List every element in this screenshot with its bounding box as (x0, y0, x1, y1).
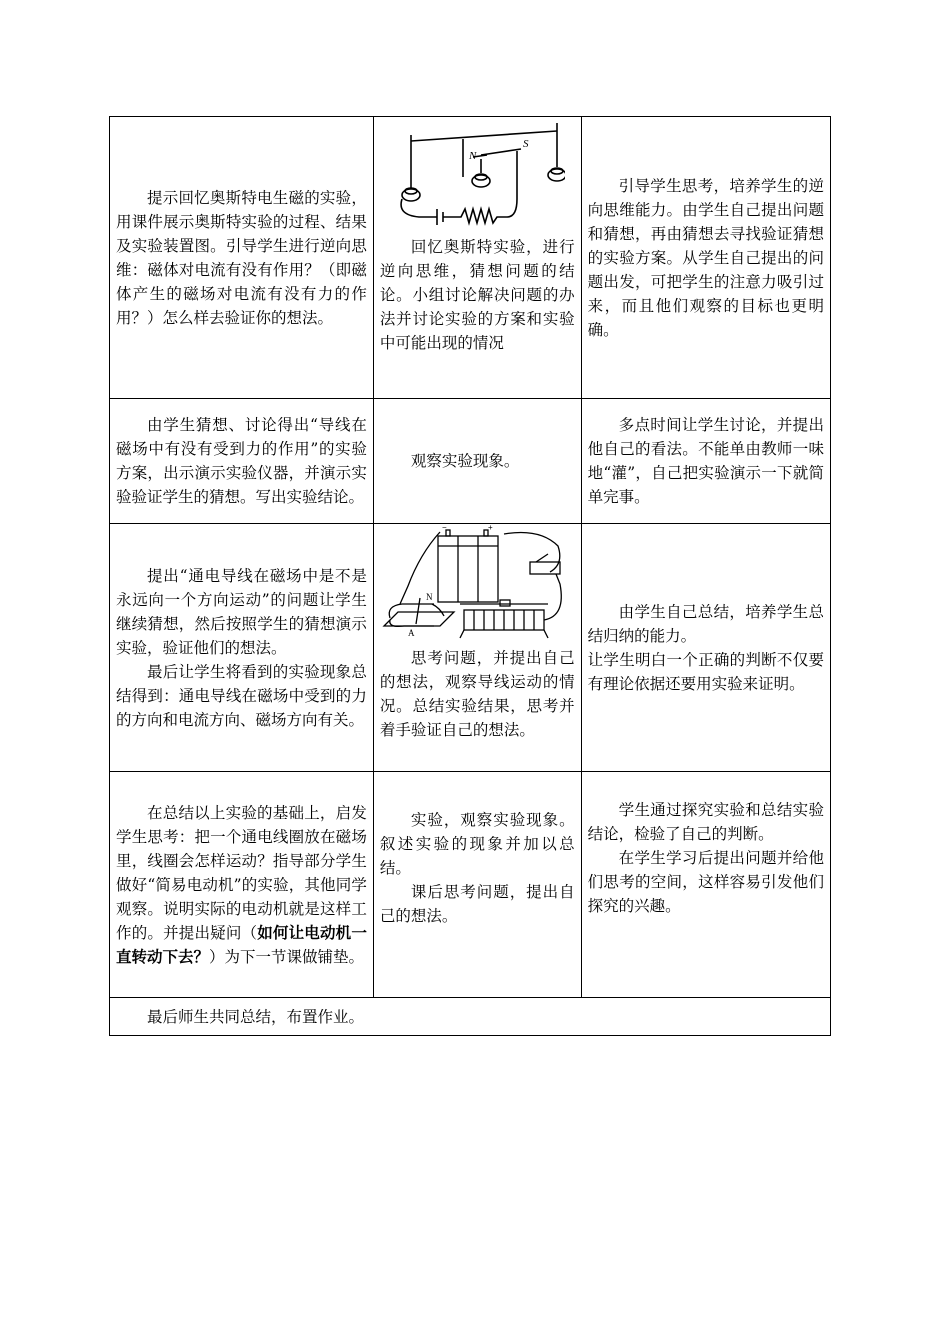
table-row (110, 772, 831, 998)
teacher-activity-cell (110, 772, 374, 998)
teacher-text: 最后让学生将看到的实验现象总结得到：通电导线在磁场中受到的力的方向和电流方向、磁场方向有关。 (116, 662, 367, 729)
south-pole-label: S (523, 138, 529, 150)
student-text: 实验，观察实验现象。叙述实验的现象并加以总结。 (379, 811, 575, 877)
student-activity-cell (373, 117, 581, 399)
design-intent-cell (581, 399, 830, 524)
teacher-text: 由学生猜想、讨论得出“导线在磁场中有没有受到力的作用”的实验方案，出示演示实验仪器，并演示实验验证学生的猜想。写出实验结论。 (116, 416, 367, 506)
table-row (110, 524, 831, 772)
student-text: 思考问题，并提出自己的想法，观察导线运动的情况。总结实验结果，思考并着手验证自己的想法。 (379, 649, 575, 739)
teacher-text: 提示回忆奥斯特电生磁的实验，用课件展示奥斯特实验的过程、结果及实验装置图。引导学生进行逆向思维：磁体对电流有没有作用？（即磁体产生的磁场对电流有没有力的作用？）怎么样去验证你的想法。 (116, 188, 367, 327)
oersted-apparatus-figure (389, 119, 565, 231)
wire-label-a: A (407, 628, 415, 638)
student-activity-cell (373, 772, 581, 998)
design-intent-cell (581, 772, 830, 998)
student-text: 课后思考问题，提出自己的想法。 (379, 883, 575, 925)
teacher-activity-cell (110, 117, 374, 399)
teacher-text-bold: 如何让电动机一直转动下去？ (116, 922, 367, 966)
teacher-text-pre: 在总结以上实验的基础上，启发学生思考：把一个通电线圈放在磁场里，线圈会怎样运动？指导部分学生做好“简易电动机”的实验，其他同学观察。说明实际的电动机就是这样工作的。并提出疑问（ (116, 803, 367, 942)
intent-text: 引导学生思考，培养学生的逆向思维能力。由学生自己提出问题和猜想，再由猜想去寻找验证猜想的实验方案。从学生自己提出的问题出发，可把学生的注意力吸引过来，而且他们观察的目标也更明确。 (587, 176, 824, 339)
design-intent-cell (581, 524, 830, 772)
table-row (110, 399, 831, 524)
teacher-activity-cell (110, 524, 374, 772)
intent-text: 多点时间让学生讨论，并提出他自己的看法。不能单由教师一味地“灌”，自己把实验演示一下就简单完事。 (587, 416, 824, 506)
force-on-wire-apparatus-figure (380, 524, 576, 642)
student-activity-cell (373, 399, 581, 524)
student-text: 观察实验现象。 (410, 452, 520, 470)
teacher-text (116, 801, 367, 969)
design-intent-cell (581, 117, 830, 399)
intent-text: 由学生自己总结，培养学生总结归纳的能力。 (587, 602, 824, 645)
table-row (110, 117, 831, 399)
table-row (110, 998, 831, 1036)
intent-text: 学生通过探究实验和总结实验结论，检验了自己的判断。 (587, 801, 824, 843)
summary-cell (110, 998, 831, 1036)
battery-minus-label: − (441, 524, 447, 532)
lesson-table (109, 116, 831, 1036)
student-activity-cell (373, 524, 581, 772)
teacher-activity-cell (110, 399, 374, 524)
intent-text: 在学生学习后提出问题并给他们思考的空间，这样容易引发他们探究的兴趣。 (587, 849, 824, 915)
intent-text: 让学生明白一个正确的判断不仅要有理论依据还要用实验来证明。 (587, 650, 824, 693)
student-text: 回忆奥斯特实验，进行逆向思维，猜想问题的结论。小组讨论解决问题的办法并讨论实验的方案和实验中可能出现的情况 (379, 238, 575, 352)
summary-text: 最后师生共同总结，布置作业。 (147, 1007, 365, 1026)
north-pole-label: N (469, 150, 477, 162)
teacher-text: 提出“通电导线在磁场中是不是永远向一个方向运动”的问题让学生继续猜想，然后按照学生的猜想演示实验，验证他们的想法。 (116, 566, 367, 657)
magnet-north-label: N (425, 592, 433, 602)
teacher-text-post: ）为下一节课做铺垫。 (209, 947, 365, 966)
battery-plus-label: + (487, 524, 493, 532)
